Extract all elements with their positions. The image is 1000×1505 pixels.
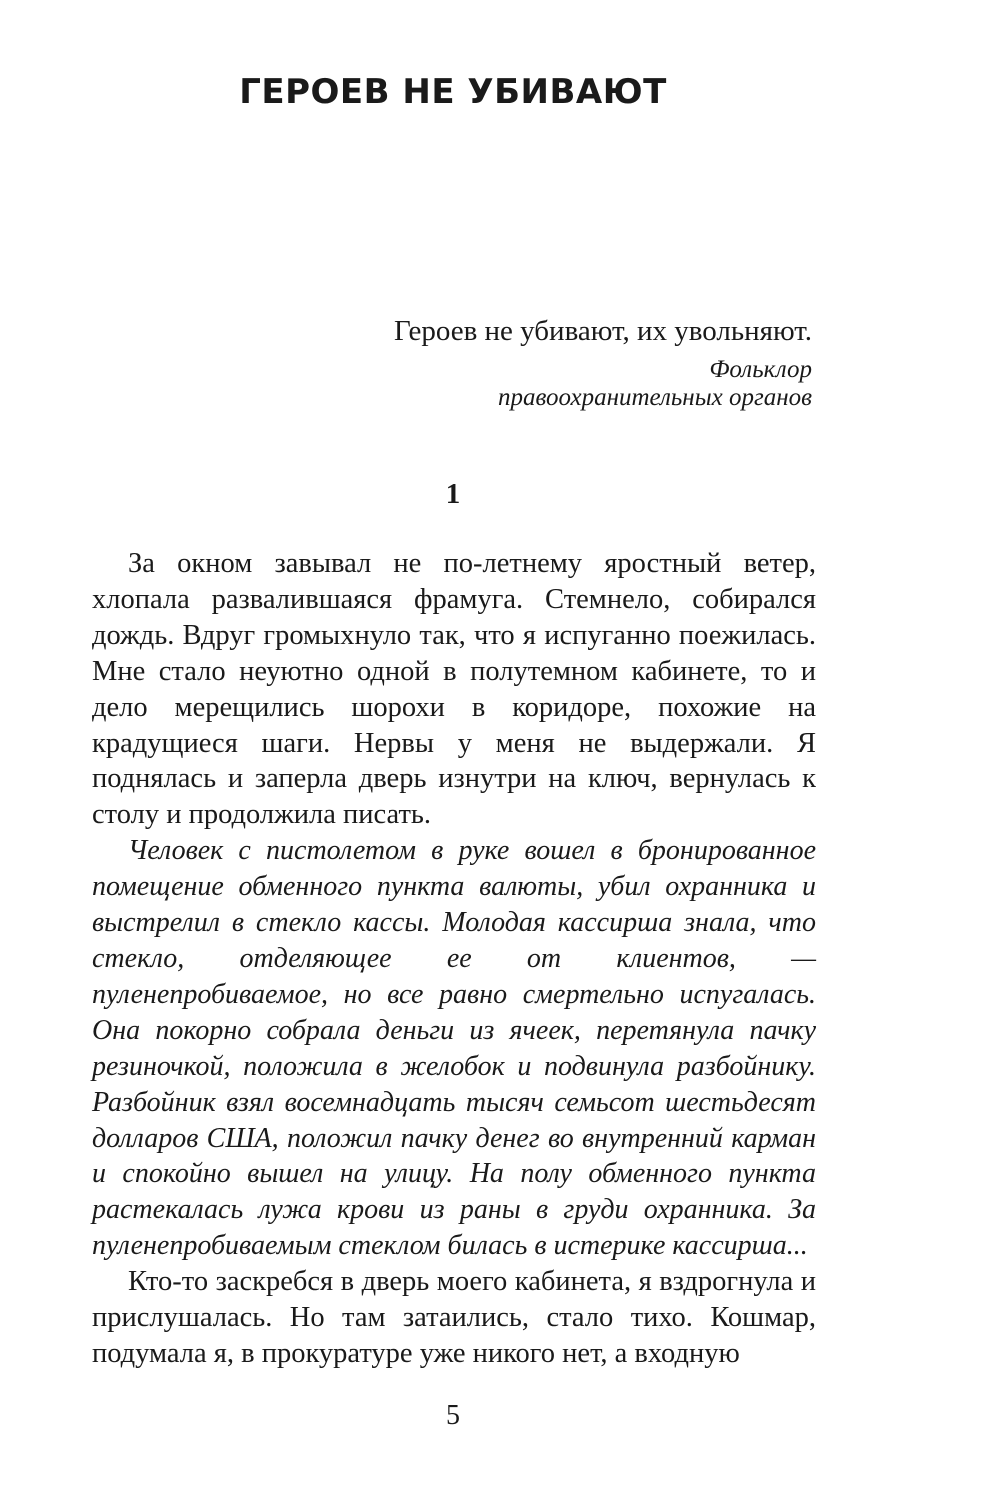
- chapter-title: ГЕРОЕВ НЕ УБИВАЮТ: [239, 72, 667, 112]
- page-number: 5: [446, 1400, 460, 1431]
- epigraph-source-line-1: Фольклор: [709, 356, 812, 383]
- epigraph-source: [394, 356, 812, 412]
- epigraph: [394, 312, 812, 412]
- body-text: [92, 546, 816, 1372]
- paragraph-3: Кто-то заскребся в дверь моего кабинета, я вздрогнула и прислушалась. Но там затаились, стало тихо. Кошмар, подумала я, в прокуратуре уже никого нет, а входную: [92, 1266, 816, 1369]
- epigraph-source-line-2: правоохранительных органов: [497, 384, 812, 411]
- section-number: 1: [445, 478, 461, 510]
- epigraph-quote: Героев не убивают, их увольняют.: [393, 315, 812, 347]
- paragraph-1: За окном завывал не по-летнему яростный ветер, хлопала развалившаяся фрамуга. Стемнело, собирался дождь. Вдруг громыхнуло так, что я испуганно поежилась. Мне стало неуютно одной в полутемном кабинете, то и дело мерещились шорохи в коридоре, похожие на крадущиеся шаги. Нервы у меня не выдержали. Я поднялась и заперла дверь изнутри на ключ, вернулась к столу и продолжила писать.: [92, 548, 816, 831]
- paragraph-2-italic: Человек с пистолетом в руке вошел в бронированное помещение обменного пункта валюты, убил охранника и выстрелил в стекло кассы. Молодая кассирша знала, что стекло, отделяющее ее от клиентов, — пуленепробиваемое, но все равно смертельно испугалась. Она покорно собрала деньги из ячеек, перетянула пачку резиночкой, положила в желобок и подвинула разбойнику. Разбойник взял восемнадцать тысяч семьсот шестьдесят долларов США, положил пачку денег во внутренний карман и спокойно вышел на улицу. На полу обменного пункта растекалась лужа крови из раны в груди охранника. За пуленепробиваемым стеклом билась в истерике кассирша...: [92, 835, 816, 1262]
